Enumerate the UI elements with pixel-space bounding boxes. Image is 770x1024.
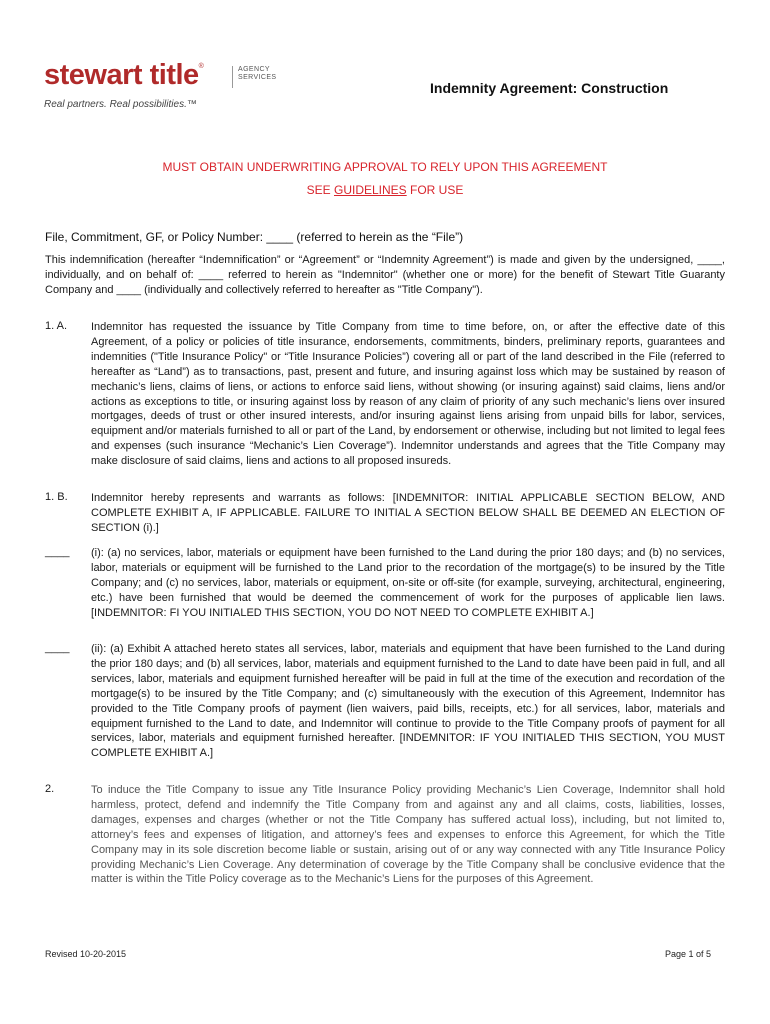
option-ii-text: (ii): (a) Exhibit A attached hereto states all services, labor, materials and equipment that have been furnished to the Land during the prior 180 days; and (b) all services, labor, materials and equipment furnished to the Land to date have been paid in full, and all services, labor, materials and equipment furnished hereafter will be paid in full at the time of the execution and recordation of the mortgage(s) to be insured by the Title Company; and (c) simultaneously with the execution of this Agreement, Indemnitor has provided to the Title Company proofs of payment (lien waivers, paid bills, receipts, etc.) for all services, labor, materials and equipment furnished to the Land to date, and Indemnitor will continue to provide to the Title Company proofs of payment for all services, labor, materials and equipment furnished hereafter. [INDEMNITOR: IF YOU INITIALED THIS SECTION, YOU MUST COMPLETE EXHIBIT A.] <box>91 643 725 760</box>
logo-agency-services <box>238 66 276 82</box>
guidelines-suffix: FOR USE <box>406 183 464 197</box>
intro-paragraph: This indemnification (hereafter “Indemnification” or “Agreement” or “Indemnity Agreement”) is made and given by the undersigned, ____, individually, and on behalf of: ____ referred to herein as "Indemnitor" (whether one or more) for the benefit of Stewart Title Guaranty Company and ____ (individually and collectively referred to hereafter as "Title Company"). <box>45 254 725 296</box>
option-i-text: (i): (a) no services, labor, materials or equipment have been furnished to the Land during the prior 180 days; and (b) no services, labor, materials or equipment will be furnished to the Land prior to the recordation of the mortgage(s) to be insured by the Title Company; and (c) no services, labor, materials or equipment, on-site or off-site (for example, surveying, architectural, engineering, etc.) have been furnished that would be deemed the commencement of work for the purposes of applicable lien laws. [INDEMNITOR: FI YOU INITIALED THIS SECTION, YOU DO NOT NEED TO COMPLETE EXHIBIT A.] <box>91 547 725 619</box>
section-1b-text: Indemnitor hereby represents and warrants as follows: [INDEMNITOR: INITIAL APPLICABLE SECTION BELOW, AND COMPLETE EXHIBIT A, IF APPLICABLE. FAILURE TO INITIAL A SECTION BELOW SHALL BE DEEMED AN ELECTION OF SECTION (i).] <box>91 492 725 534</box>
section-2-label: 2. <box>45 783 55 795</box>
logo-tagline: Real partners. Real possibilities.™ <box>44 99 197 110</box>
section-1a-text: Indemnitor has requested the issuance by Title Company from time to time before, on, or after the effective date of this Agreement, of a policy or policies of title insurance, endorsements, commitments, binders, preliminary reports, guarantees and indemnities ("Title Insurance Policy" or “Title Insurance Policies”) covering all or part of the land described in the File (referred to hereafter as “Land”) as to transactions, past, present and future, and insuring against loss which may be sustained by reason of mechanic’s liens, claims of liens, or actions to enforce said liens, without showing (or insuring against) said claims, liens and/or actions as exceptions to title, or insuring against loss by reason of any claim of priority of any such mechanic’s liens over insured mortgages, deeds of trust or other insured interests, and/or insuring against liens arising from unpaid bills for labor, services, equipment and/or materials furnished to all or part of the Land, by endorsement or otherwise, including but not limited to legal fees and expenses (such insurance “Mechanic’s Lien Coverage”). Indemnitor understands and agrees that the Title Company may make disclosure of said claims, liens and actions to all proposed insureds. <box>91 321 725 468</box>
file-number-line: File, Commitment, GF, or Policy Number: ____ (referred to herein as the “File”) <box>45 230 464 244</box>
section-1a-label: 1. A. <box>45 320 68 332</box>
logo-wordmark: stewart title <box>44 59 199 91</box>
logo-registered-mark: ® <box>198 63 204 70</box>
section-2-text: To induce the Title Company to issue any Title Insurance Policy providing Mechanic’s Lien Coverage, Indemnitor shall hold harmless, protect, defend and indemnify the Title Company from and against any and all claims, costs, liabilities, losses, damages, expenses and charges (whether or not the Title Company has suffered actual loss), including, but not limited to, attorney’s fees and expenses of litigation, and attorney’s fees and expenses to enforce this Agreement, for which the Title Company may in its sole discretion become liable or sustain, arising out of or any way connected with any Title Insurance Policy providing Mechanic’s Lien Coverage. Any determination of coverage by the Title Company shall be conclusive evidence that the matter is within the Title Policy coverage as to the Mechanic’s Liens for the purposes of this Agreement. <box>91 784 725 886</box>
option-i-initial-blank[interactable]: ____ <box>45 546 70 558</box>
logo-agency-line1: AGENCY <box>238 66 270 73</box>
guidelines-prefix: SEE <box>306 183 334 197</box>
option-ii-initial-blank[interactable]: ____ <box>45 642 70 654</box>
document-title: Indemnity Agreement: Construction <box>430 80 669 96</box>
stewart-title-logo <box>44 59 277 91</box>
underwriting-warning: MUST OBTAIN UNDERWRITING APPROVAL TO RELY UPON THIS AGREEMENT <box>162 160 608 174</box>
logo-agency-line2: SERVICES <box>238 74 277 81</box>
guidelines-note <box>0 183 770 197</box>
page-number: Page 1 of 5 <box>665 949 712 959</box>
guidelines-link[interactable]: GUIDELINES <box>334 183 407 197</box>
revision-date: Revised 10-20-2015 <box>45 949 127 959</box>
section-1b-label: 1. B. <box>45 491 68 503</box>
logo-divider <box>232 66 233 88</box>
